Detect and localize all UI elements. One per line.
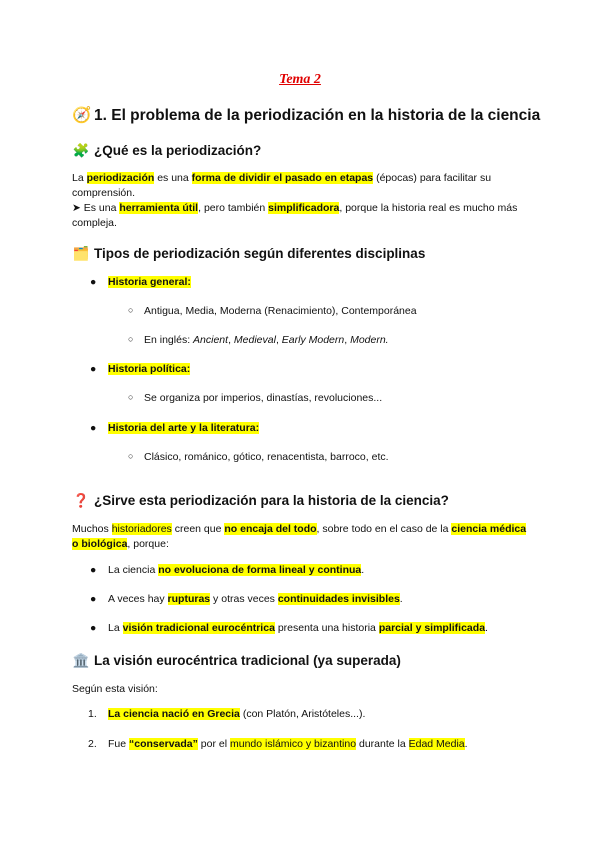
list-item: ● Historia del arte y la literatura: xyxy=(90,422,260,434)
numbered-item: 1. La ciencia nació en Grecia (con Platón, Aristóteles...). xyxy=(88,708,366,720)
list-subitem: ○ Antigua, Media, Moderna (Renacimiento), Contemporánea xyxy=(128,305,417,317)
folder-icon: 🗂️ xyxy=(72,246,90,261)
classical-building-icon: 🏛️ xyxy=(72,653,90,668)
compass-icon: 🧭 xyxy=(72,107,92,124)
subheading-tipos: 🗂️ Tipos de periodización según diferentes disciplinas xyxy=(72,246,426,261)
list-subitem: ○ En inglés: Ancient, Medieval, Early Modern, Modern. xyxy=(128,334,389,346)
list-item: ● Historia general: xyxy=(90,276,191,288)
list-item: ● La ciencia no evoluciona de forma lineal y continua. xyxy=(90,564,365,576)
paragraph-segun: Según esta visión: xyxy=(72,683,158,695)
heading-text: 1. El problema de la periodización en la historia de la ciencia xyxy=(94,107,541,124)
paragraph-tool: ➤ Es una herramienta útil, pero también simplificadora, porque la historia real es mucho más compleja. xyxy=(72,202,518,229)
section-heading-1 xyxy=(72,106,540,125)
list-item: ● Historia política: xyxy=(90,363,191,375)
paragraph-definition: La periodización es una forma de dividir el pasado en etapas (épocas) para facilitar su comprensión. xyxy=(72,172,492,199)
document-title: Tema 2 xyxy=(279,72,321,87)
paragraph-historiadores: Muchos historiadores creen que no encaja del todo, sobre todo en el caso de la ciencia médica o biológica, porque: xyxy=(72,523,527,550)
list-subitem: ○ Se organiza por imperios, dinastías, revoluciones... xyxy=(128,392,383,404)
subheading-periodizacion: 🧩 ¿Qué es la periodización? xyxy=(72,143,262,158)
puzzle-icon: 🧩 xyxy=(72,143,90,158)
numbered-item: 2. Fue “conservada” por el mundo islámico y bizantino durante la Edad Media. xyxy=(88,738,468,750)
list-subitem: ○ Clásico, románico, gótico, renacentista, barroco, etc. xyxy=(128,451,389,463)
subheading-sirve: ❓ ¿Sirve esta periodización para la historia de la ciencia? xyxy=(72,493,449,508)
subheading-eurocentrica: 🏛️ La visión eurocéntrica tradicional (ya superada) xyxy=(72,653,401,668)
list-item: ● A veces hay rupturas y otras veces continuidades invisibles. xyxy=(90,593,403,605)
list-item: ● La visión tradicional eurocéntrica presenta una historia parcial y simplificada. xyxy=(90,622,488,634)
question-icon: ❓ xyxy=(72,493,90,508)
